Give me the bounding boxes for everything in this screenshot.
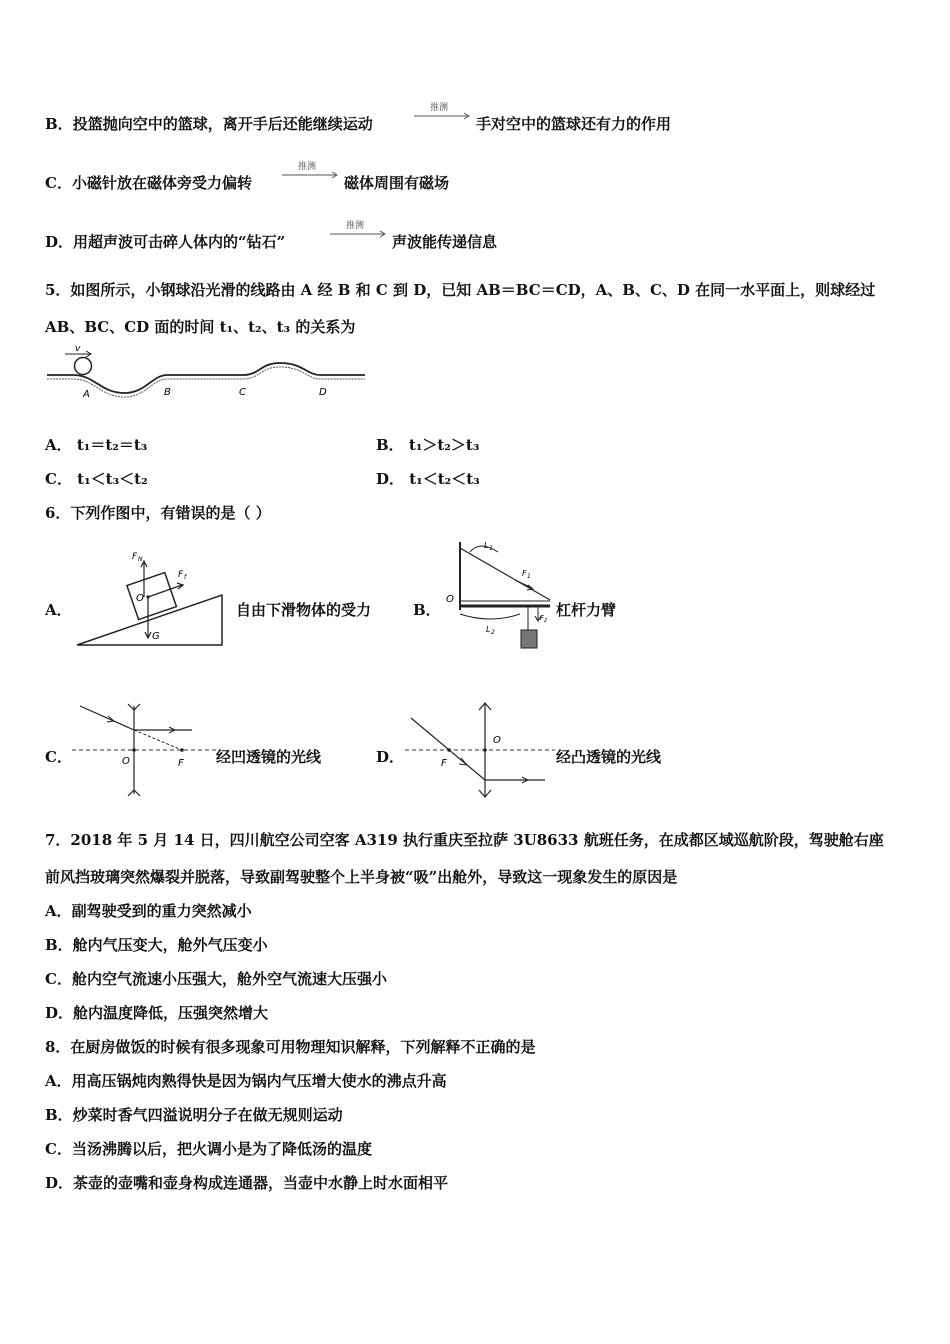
q4-option-c-right: 磁体周围有磁场 — [344, 174, 450, 192]
q6-option-b-caption: 杠杆力臂 — [556, 601, 617, 619]
q7-option-c: C．舱内空气流速小压强大，舱外空气流速大压强小 — [45, 970, 387, 988]
label-f: F — [441, 758, 447, 769]
q4-option-b — [45, 114, 373, 134]
q4-option-d-arrow — [328, 218, 390, 240]
q6-option-c-caption: 经凹透镜的光线 — [216, 748, 322, 766]
q8-option-d: D．茶壶的壶嘴和壶身构成连通器，当壶中水静上时水面相平 — [45, 1174, 449, 1192]
q6-option-c-letter: C． — [45, 748, 72, 766]
label-o: O — [122, 756, 130, 767]
label-g: G — [152, 631, 160, 642]
q7-stem-line2: 前风挡玻璃突然爆裂并脱落，导致副驾驶整个上半身被“吸”出舱外，导致这一现象发生的原因是 — [45, 868, 678, 886]
q4-option-b-letter: B． — [45, 115, 73, 133]
q5-option-b: B． t₁＞t₂＞t₃ — [376, 436, 480, 454]
label-f: F — [178, 758, 184, 769]
label-o: O — [446, 594, 454, 605]
q5-stem-line1: 5．如图所示，小钢球沿光滑的线路由 A 经 B 和 C 到 D，已知 AB＝BC＝CD，A、B、C、D 在同一水平面上，则球经过 — [45, 281, 876, 299]
q7-option-d: D．舱内温度降低，压强突然增大 — [45, 1004, 269, 1022]
q6-figure-c-concave-lens — [72, 700, 217, 800]
q8-stem: 8．在厨房做饭的时候有很多现象可用物理知识解释，下列解释不正确的是 — [45, 1038, 536, 1056]
q4-option-d-left: 用超声波可击碎人体内的“钻石” — [73, 233, 286, 251]
label-c: C — [239, 387, 246, 398]
q4-option-b-right: 手对空中的篮球还有力的作用 — [476, 115, 672, 133]
label-l2: L — [486, 625, 491, 634]
track-line — [47, 363, 365, 393]
q4-option-c — [45, 173, 252, 193]
q7-stem-line1: 7．2018 年 5 月 14 日，四川航空公司空客 A319 执行重庆至拉萨 3U8633 航班任务，在成都区域巡航阶段，驾驶舱右座 — [45, 831, 884, 849]
label-l2-sub: 2 — [491, 629, 495, 636]
q4-option-d-letter: D． — [45, 233, 74, 251]
q6-stem: 6．下列作图中，有错误的是（ ） — [45, 504, 271, 522]
q6-figure-d-convex-lens — [405, 700, 555, 800]
steel-ball — [75, 358, 92, 375]
q6-option-b-letter: B． — [413, 601, 441, 619]
q5-option-c: C． t₁＜t₃＜t₂ — [45, 470, 148, 488]
label-f2: F — [540, 614, 545, 622]
label-d: D — [319, 387, 327, 398]
q5-option-d: D． t₁＜t₂＜t₃ — [376, 470, 480, 488]
q4-option-b-arrow-label: 推测 — [430, 103, 449, 113]
label-fn: F — [132, 552, 138, 562]
q8-option-a: A．用高压锅炖肉熟得快是因为锅内气压增大使水的沸点升高 — [45, 1072, 447, 1090]
q4-option-d — [45, 232, 285, 252]
label-v: v — [75, 345, 81, 354]
q8-option-c: C．当汤沸腾以后，把火调小是为了降低汤的温度 — [45, 1140, 372, 1158]
label-b: B — [164, 387, 171, 398]
q7-option-a: A．副驾驶受到的重力突然减小 — [45, 902, 252, 920]
q4-option-d-right: 声波能传递信息 — [392, 233, 498, 251]
label-ff-sub: f — [184, 574, 187, 581]
label-a: A — [83, 389, 90, 400]
q4-option-c-arrow — [280, 159, 342, 181]
q4-option-d-arrow-label: 推测 — [346, 221, 365, 231]
q4-option-b-arrow — [412, 100, 474, 122]
label-ff: F — [178, 570, 184, 580]
q6-option-a-letter: A． — [45, 601, 72, 619]
q6-figure-b-lever — [440, 538, 555, 656]
q5-option-a: A． t₁＝t₂＝t₃ — [45, 436, 148, 454]
label-f1: F — [522, 569, 527, 578]
label-l1-sub: 1 — [489, 545, 493, 552]
q6-option-a-caption: 自由下滑物体的受力 — [236, 601, 372, 619]
q7-option-b: B．舱内气压变大，舱外气压变小 — [45, 936, 268, 954]
q6-figure-a-incline — [72, 545, 232, 655]
q5-track-figure — [45, 345, 370, 405]
label-fn-sub: N — [138, 556, 143, 563]
q6-option-d-letter: D． — [376, 748, 405, 766]
q5-stem-line2: AB、BC、CD 面的时间 t₁、t₂、t₃ 的关系为 — [45, 318, 356, 336]
q4-option-b-left: 投篮抛向空中的篮球，离开手后还能继续运动 — [72, 115, 373, 133]
label-o: O — [136, 593, 144, 604]
q4-option-c-left: 小磁针放在磁体旁受力偏转 — [71, 174, 252, 192]
label-o: O — [493, 735, 501, 746]
label-l1: L — [484, 541, 489, 550]
label-f2-sub: 2 — [544, 618, 548, 624]
q4-option-c-letter: C． — [45, 174, 72, 192]
label-f1-sub: 1 — [527, 573, 531, 580]
q6-option-d-caption: 经凸透镜的光线 — [556, 748, 662, 766]
q4-option-c-arrow-label: 推测 — [298, 162, 317, 172]
q8-option-b: B．炒菜时香气四溢说明分子在做无规则运动 — [45, 1106, 343, 1124]
